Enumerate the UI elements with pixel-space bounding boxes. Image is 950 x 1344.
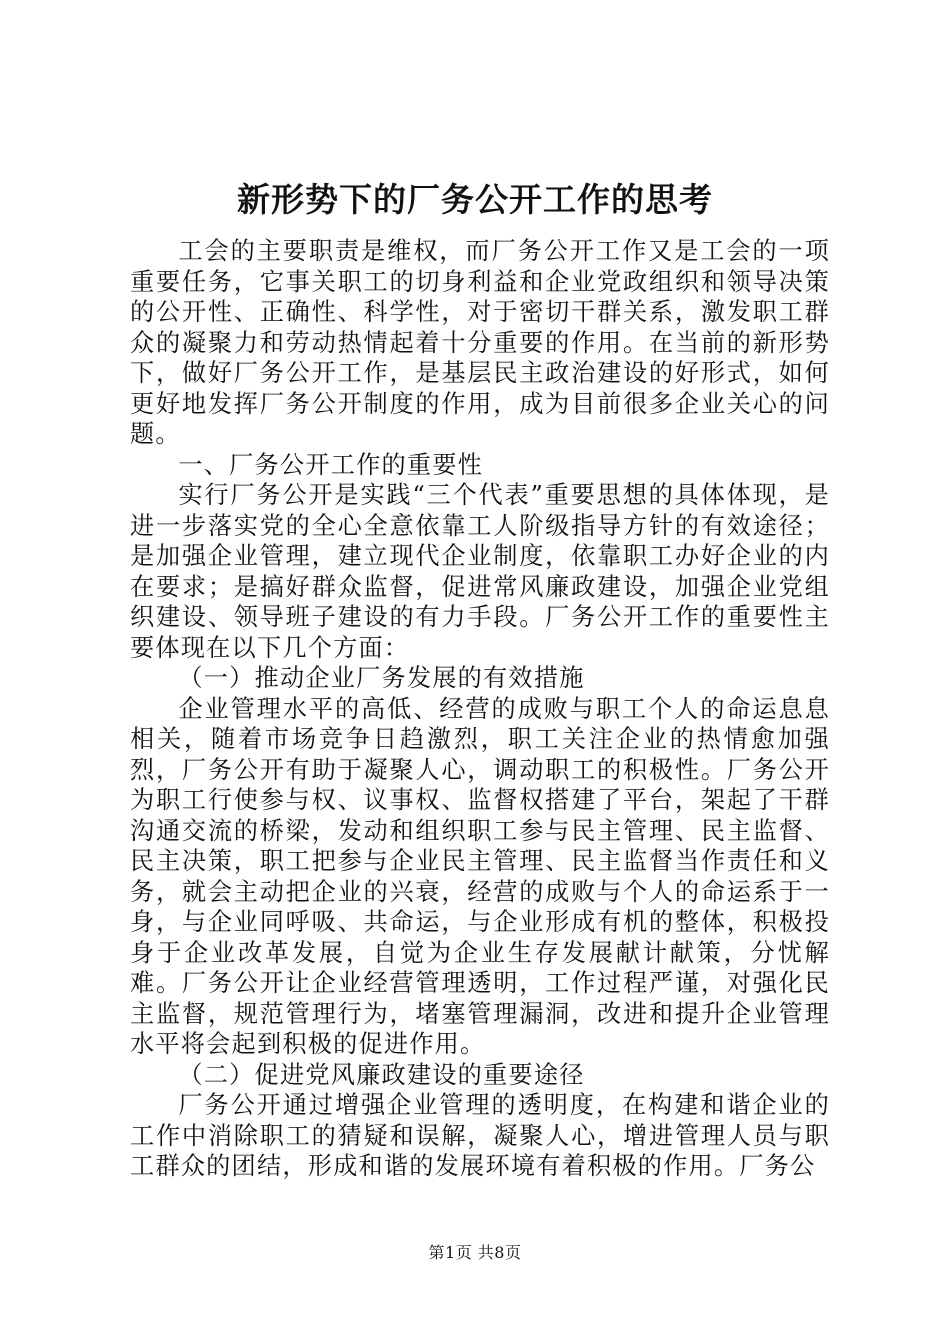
document-title: 新形势下的厂务公开工作的思考 bbox=[237, 180, 713, 219]
document-body bbox=[130, 236, 830, 1182]
section-heading-1: 一、厂务公开工作的重要性 bbox=[178, 450, 484, 479]
paragraph-management: 企业管理水平的高低、经营的成败与职工个人的命运息息相关，随着市场竞争日趋激烈，职工关注企业的热情愈加强烈，厂务公开有助于凝聚人心，调动职工的积极性。厂务公开为职工行使参与权、议事权、监督权搭建了平台，架起了干群沟通交流的桥梁，发动和组织职工参与民主管理、民主监督、民主决策，职工把参与企业民主管理、民主监督当作责任和义务，就会主动把企业的兴衰，经营的成败与个人的命运系于一身，与企业同呼吸、共命运，与企业形成有机的整体，积极投身于企业改革发展，自觉为企业生存发展献计献策，分忧解难。厂务公开让企业经营管理透明，工作过程严谨，对强化民主监督，规范管理行为，堵塞管理漏洞，改进和提升企业管理水平将会起到积极的促进作用。 bbox=[130, 694, 830, 1058]
paragraph-importance: 实行厂务公开是实践“三个代表”重要思想的具体体现，是进一步落实党的全心全意依靠工人阶级指导方针的有效途径；是加强企业管理，建立现代企业制度，依靠职工办好企业的内在要求；是搞好群众监督，促进常风廉政建设，加强企业党组织建设、领导班子建设的有力手段。厂务公开工作的重要性主要体现在以下几个方面： bbox=[130, 481, 830, 662]
paragraph-intro: 工会的主要职责是维权，而厂务公开工作又是工会的一项重要任务，它事关职工的切身利益和企业党政组织和领导决策的公开性、正确性、科学性，对于密切干群关系，激发职工群众的凝聚力和劳动热情起着十分重要的作用。在当前的新形势下，做好厂务公开工作，是基层民主政治建设的好形式，如何更好地发挥厂务公开制度的作用，成为目前很多企业关心的问题。 bbox=[130, 237, 830, 448]
subsection-heading-1: （一）推动企业厂务发展的有效措施 bbox=[178, 664, 585, 692]
page-number-footer: 第1页 共8页 bbox=[428, 1243, 522, 1262]
subsection-heading-2: （二）促进党风廉政建设的重要途径 bbox=[178, 1060, 585, 1089]
paragraph-party-conduct: 厂务公开通过增强企业管理的透明度，在构建和谐企业的工作中消除职工的猜疑和误解，凝聚人心，增进管理人员与职工群众的团结，形成和谐的发展环境有着积极的作用。厂务公 bbox=[130, 1091, 830, 1180]
